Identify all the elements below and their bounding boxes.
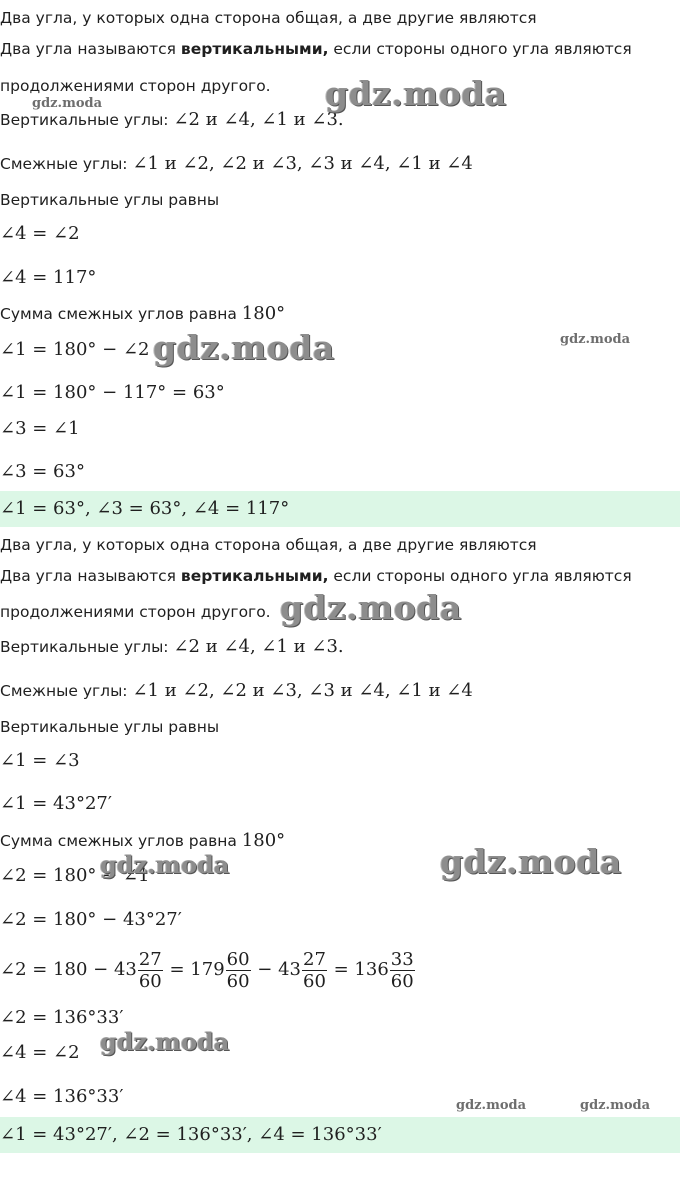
watermark-logo: gdz.moda <box>580 1098 651 1113</box>
text-line <box>0 304 285 324</box>
math-expression: 180° <box>241 830 286 851</box>
math-line: ∠3 = ∠1 <box>0 418 80 439</box>
fraction-line <box>0 944 416 996</box>
text-fragment: если стороны одного угла являются <box>328 40 632 58</box>
math-expression: ∠1 и ∠2, ∠2 и ∠3, ∠3 и ∠4, ∠1 и ∠4 <box>132 153 473 174</box>
math-line: ∠2 = 136°33′ <box>0 1007 124 1028</box>
text-fragment: Два угла называются <box>0 40 181 58</box>
watermark-logo: gdz.moda <box>100 850 230 879</box>
math-expression: ∠2 = 180 − 43 <box>0 959 137 980</box>
denominator: 60 <box>138 970 162 992</box>
text-fragment: Сумма смежных углов равна <box>0 832 242 850</box>
text-fragment: Смежные углы: <box>0 155 133 173</box>
text-line: Вертикальные углы равны <box>0 718 220 736</box>
watermark-logo: gdz.moda <box>100 1027 230 1056</box>
text-fragment: Два угла называются <box>0 567 181 585</box>
text-line: продолжениями сторон другого. <box>0 603 271 621</box>
answer-line: ∠1 = 43°27′, ∠2 = 136°33′, ∠4 = 136°33′ <box>0 1124 382 1145</box>
text-fragment: Вертикальные углы: <box>0 111 174 129</box>
text-line <box>0 566 632 586</box>
text-line: продолжениями сторон другого. <box>0 77 271 95</box>
text-line <box>0 681 473 701</box>
fraction <box>390 949 415 992</box>
math-line: ∠1 = 180° − ∠2 <box>0 339 150 360</box>
text-fragment: Сумма смежных углов равна <box>0 305 242 323</box>
math-expression: = 136 <box>327 959 389 980</box>
math-line: ∠2 = 180° − 43°27′ <box>0 909 182 930</box>
math-expression: 180° <box>241 303 286 324</box>
numerator: 60 <box>226 948 250 970</box>
math-line: ∠1 = 180° − 117° = 63° <box>0 382 225 403</box>
text-line <box>0 110 344 130</box>
math-expression: = 179 <box>163 959 225 980</box>
text-fragment: Смежные углы: <box>0 682 133 700</box>
text-line <box>0 154 473 174</box>
numerator: 27 <box>303 948 326 970</box>
math-line: ∠1 = ∠3 <box>0 750 80 771</box>
text-fragment: Вертикальные углы: <box>0 638 174 656</box>
text-fragment: если стороны одного угла являются <box>328 567 632 585</box>
fraction <box>138 949 163 992</box>
math-line: ∠4 = 117° <box>0 267 97 288</box>
watermark-logo: gdz.moda <box>153 328 335 367</box>
denominator: 60 <box>226 970 250 992</box>
fraction <box>302 949 327 992</box>
watermark-logo: gdz.moda <box>280 588 462 627</box>
denominator: 60 <box>390 970 414 992</box>
math-expression: ∠2 и ∠4, ∠1 и ∠3. <box>173 636 344 657</box>
math-expression: − 43 <box>251 959 301 980</box>
math-line: ∠4 = ∠2 <box>0 223 80 244</box>
math-line: ∠2 = 180° − ∠1 <box>0 865 150 886</box>
watermark-logo: gdz.moda <box>325 74 507 113</box>
watermark-logo: gdz.moda <box>32 96 103 111</box>
math-line: ∠3 = 63° <box>0 461 85 482</box>
watermark-logo: gdz.moda <box>440 842 622 881</box>
math-line: ∠1 = 43°27′ <box>0 793 112 814</box>
fraction <box>226 949 251 992</box>
bold-term: вертикальными, <box>180 567 329 585</box>
math-line: ∠4 = ∠2 <box>0 1042 80 1063</box>
numerator: 33 <box>390 948 414 970</box>
text-line: Два угла, у которых одна сторона общая, а две другие являются <box>0 536 537 554</box>
text-line <box>0 831 285 851</box>
answer-line: ∠1 = 63°, ∠3 = 63°, ∠4 = 117° <box>0 498 290 519</box>
denominator: 60 <box>303 970 326 992</box>
watermark-logo: gdz.moda <box>560 332 631 347</box>
math-line: ∠4 = 136°33′ <box>0 1086 124 1107</box>
bold-term: вертикальными, <box>180 40 329 58</box>
watermark-logo: gdz.moda <box>456 1098 527 1113</box>
math-expression: ∠1 и ∠2, ∠2 и ∠3, ∠3 и ∠4, ∠1 и ∠4 <box>132 680 473 701</box>
text-line <box>0 637 344 657</box>
math-expression: ∠2 и ∠4, ∠1 и ∠3. <box>173 109 344 130</box>
text-line: Вертикальные углы равны <box>0 191 220 209</box>
text-line <box>0 39 632 59</box>
text-line: Два угла, у которых одна сторона общая, а две другие являются <box>0 9 537 27</box>
numerator: 27 <box>138 948 162 970</box>
